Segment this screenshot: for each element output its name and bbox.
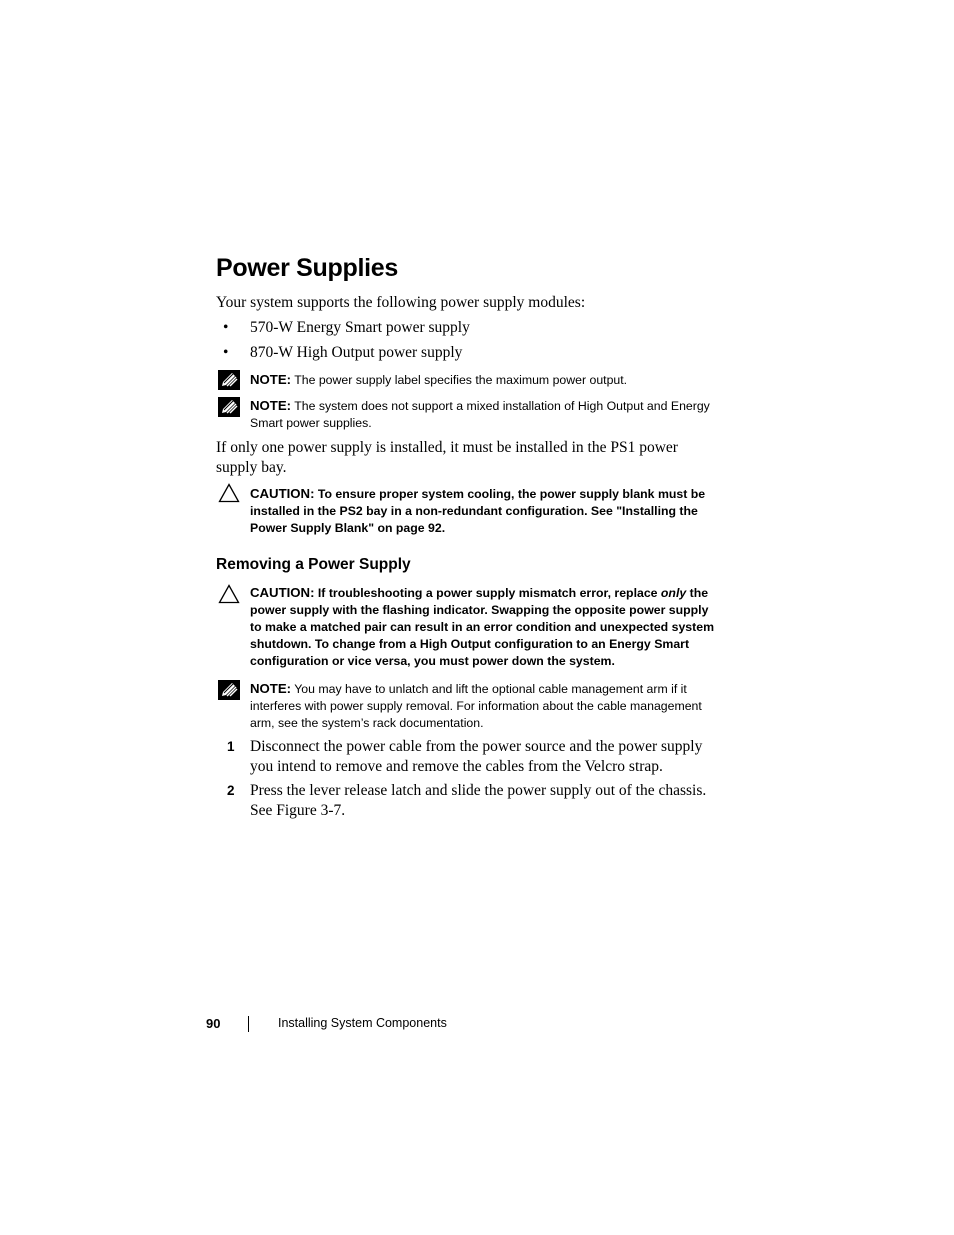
single-supply-paragraph: If only one power supply is installed, it must be installed in the PS1 power supply bay. [216, 439, 678, 476]
caution-emphasis: only [660, 586, 687, 600]
note-label: NOTE: [250, 398, 292, 413]
step-number: 1 [227, 739, 235, 754]
note-2 [250, 397, 720, 432]
caution-triangle-icon [218, 483, 240, 503]
caution-label: CAUTION: [250, 585, 315, 600]
footer-divider [248, 1016, 249, 1032]
step-text: Press the lever release latch and slide the power supply out of the chassis. See Figure 3-7. [250, 782, 707, 819]
intro-text: Your system supports the following power supply modules: [216, 294, 586, 311]
pencil-note-icon [218, 397, 240, 417]
bullet-marker: • [223, 319, 229, 336]
caution-label: CAUTION: [250, 486, 315, 501]
page-number: 90 [206, 1016, 221, 1031]
caution-text-after: the power supply with the flashing indicator. Swapping the opposite power supply to make a matched pair can result in an error condition and unexpected system shutdown. To change from a High Output configuration to an Energy Smart configuration or vice versa, you must power down the system. [250, 586, 714, 668]
step-text: Disconnect the power cable from the power source and the power supply you intend to remove and remove the cables from the Velcro strap. [250, 738, 703, 775]
caution-triangle-icon [218, 584, 240, 604]
pencil-note-icon [218, 680, 240, 700]
note-text: You may have to unlatch and lift the optional cable management arm if it interferes with power supply removal. For information about the cable management arm, see the system’s rack documentation. [250, 682, 702, 730]
caution-1 [250, 485, 720, 537]
bullet-marker: • [223, 344, 229, 361]
note-1 [250, 371, 720, 389]
note-text: The system does not support a mixed installation of High Output and Energy Smart power supplies. [250, 399, 710, 430]
note-3 [250, 680, 720, 732]
page-title: Power Supplies [216, 254, 398, 282]
section-heading: Removing a Power Supply [216, 556, 411, 573]
note-label: NOTE: [250, 372, 292, 387]
footer-section-title: Installing System Components [278, 1016, 447, 1030]
caution-text-before: If troubleshooting a power supply mismatch error, replace [317, 586, 658, 600]
pencil-note-icon [218, 370, 240, 390]
note-text: The power supply label specifies the maximum power output. [294, 373, 628, 387]
bullet-item: 570-W Energy Smart power supply [250, 319, 470, 336]
caution-text: To ensure proper system cooling, the power supply blank must be installed in the PS2 bay in a non-redundant configuration. See "Installing the Power Supply Blank" on page 92. [250, 487, 706, 535]
step-number: 2 [227, 783, 235, 798]
bullet-item: 870-W High Output power supply [250, 344, 463, 361]
note-label: NOTE: [250, 681, 292, 696]
caution-2 [250, 584, 720, 670]
